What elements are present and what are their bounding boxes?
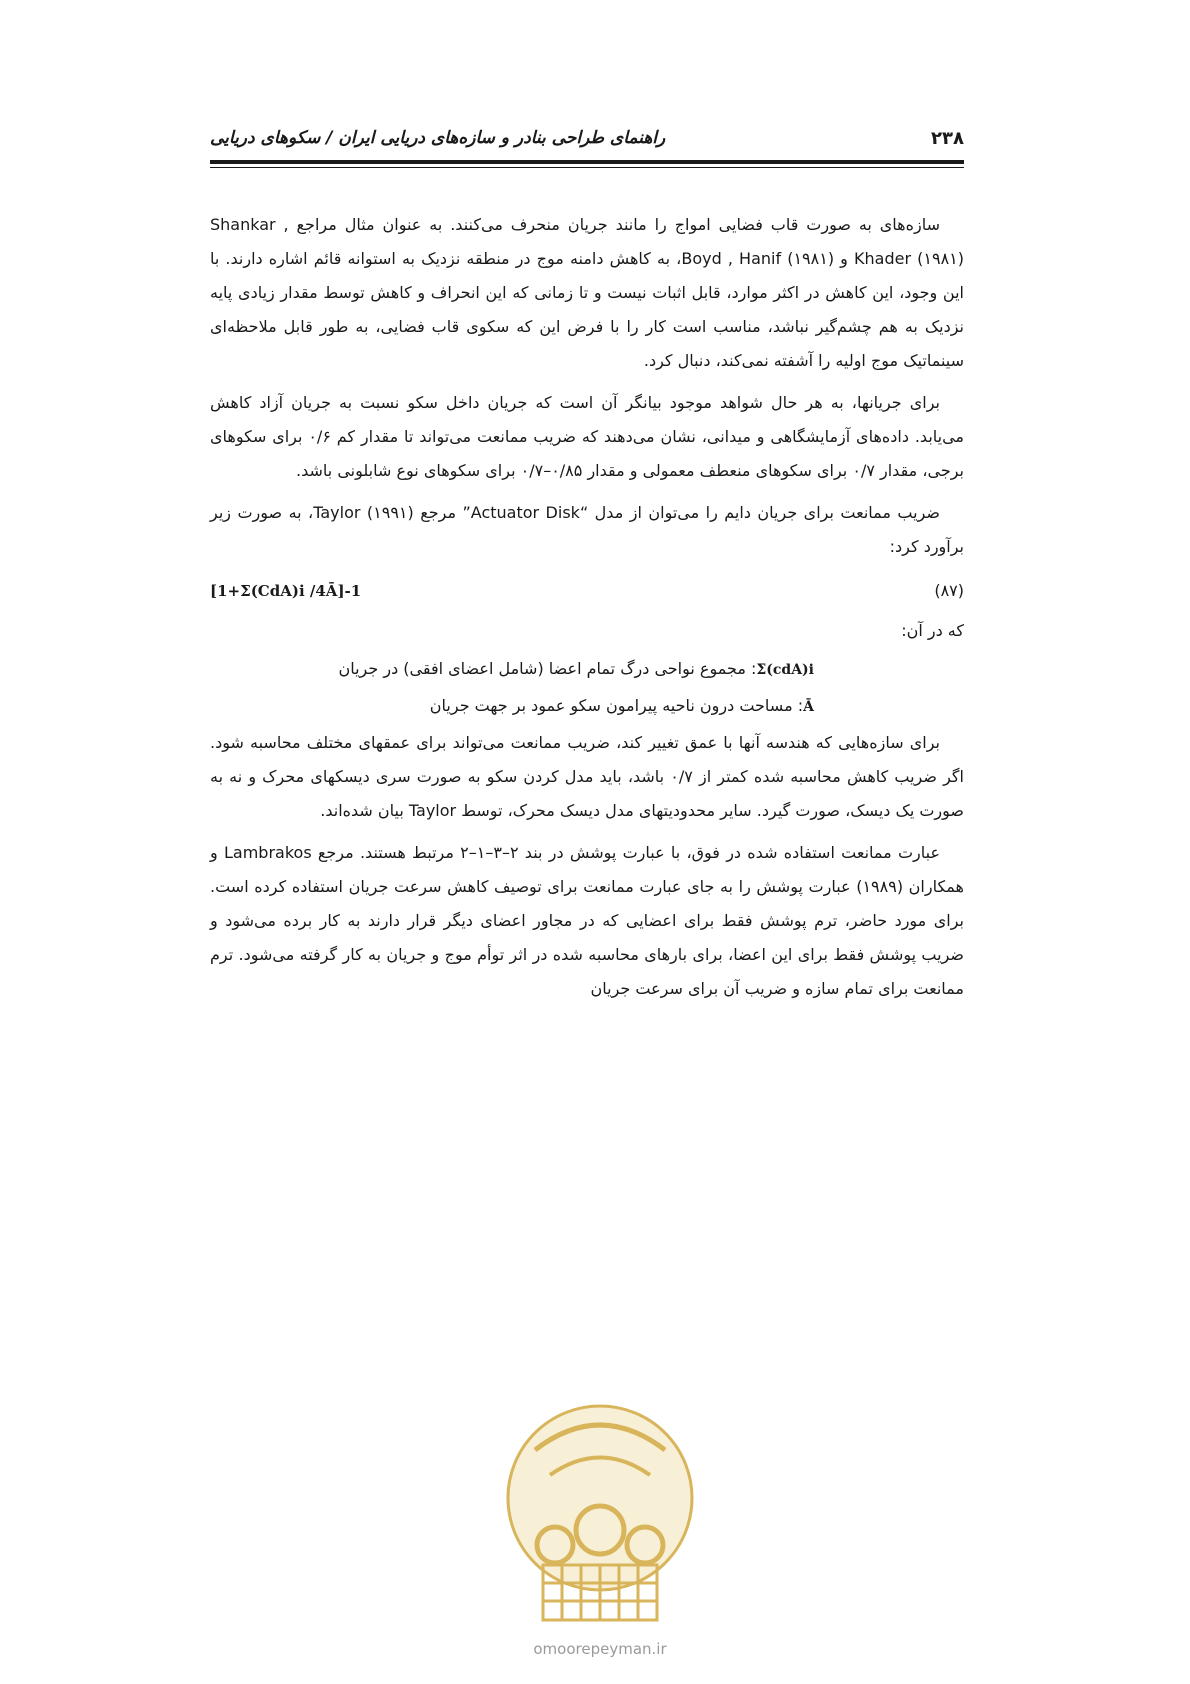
definition-1-text: : مجموع نواحی درگ تمام اعضا (شامل اعضای افقی) در جریان xyxy=(338,659,757,678)
equation-row xyxy=(210,572,964,608)
paragraph-2: برای جریانها، به هر حال شواهد موجود بیانگر آن است که جریان داخل سکو نسبت به جریان آزاد کاهش می‌یابد. داده‌های آزمایشگاهی و میدانی، نشان می‌دهند که ضریب ممانعت می‌تواند تا مقدار کم ۰/۶ برای سکوهای برجی، مقدار ۰/۷ برای سکوهای منعطف معمولی و مقدار ۰/۸۵–۰/۷ برای سکوهای نوع شابلونی باشد. xyxy=(210,393,965,480)
definition-1 xyxy=(210,652,964,687)
watermark-site: omoorepeyman.ir xyxy=(533,1640,667,1658)
equation-number: (۸۷) xyxy=(934,581,964,600)
running-title: راهنمای طراحی بنادر و سازه‌های دریایی ایران / سکوهای دریایی xyxy=(210,128,666,148)
where-label: که در آن: xyxy=(901,621,964,640)
definition-2-symbol: Ā xyxy=(803,699,814,715)
header-rule-thin xyxy=(210,167,964,168)
header-rule-thick xyxy=(210,160,964,164)
page-header xyxy=(210,128,964,156)
paragraph-4: برای سازه‌هایی که هندسه آنها با عمق تغییر کند، ضریب ممانعت می‌تواند برای عمقهای مختلف محاسبه شود. اگر ضریب کاهش محاسبه شده کمتر از ۰/۷ باشد، باید مدل کردن سکو به صورت سری دیسکهای محرک و نه به صورت یک دیسک، صورت گیرد. سایر محدودیتهای مدل دیسک محرک، توسط Taylor بیان شده‌اند. xyxy=(210,733,964,820)
page-number: ۲۳۸ xyxy=(931,128,964,149)
paragraph-5: عبارت ممانعت استفاده شده در فوق، با عبارت پوشش در بند ۲–۳–۱–۲ مرتبط هستند. مرجع Lambrakos و همکاران (۱۹۸۹) عبارت پوشش را به جای عبارت ممانعت برای توصیف کاهش سرعت جریان استفاده کرده است. برای مورد حاضر، ترم پوشش فقط برای اعضایی که در مجاور اعضای دیگر قرار دارند به کار برده می‌شود و ضریب پوشش فقط برای این اعضا، برای بارهای محاسبه شده در اثر توأم موج و جریان به کار گرفته می‌شود. ترم ممانعت برای تمام سازه و ضریب آن برای سرعت جریان xyxy=(210,843,964,998)
definition-1-symbol: Σ(cdA)i xyxy=(756,662,814,678)
paragraph-3: ضریب ممانعت برای جریان دایم را می‌توان از مدل “Actuator Disk” مرجع Taylor (۱۹۹۱)، به صورت زیر برآورد کرد: xyxy=(210,503,964,556)
watermark-logo xyxy=(495,1380,705,1640)
definition-2-text: : مساحت درون ناحیه پیرامون سکو عمود بر جهت جریان xyxy=(429,696,804,715)
definition-2 xyxy=(210,689,964,724)
paragraph-1: سازه‌های به صورت قاب فضایی امواج را مانند جریان منحرف می‌کنند. به عنوان مثال مراجع Shankar , Khader (۱۹۸۱) و Boyd , Hanif (۱۹۸۱)، به کاهش دامنه موج در منطقه نزدیک به استوانه قائم اشاره دارند. با این وجود، این کاهش در اکثر موارد، قابل اثبات نیست و تا زمانی که این انحراف و کاهش توسط مقدار زیادی پایه نزدیک به هم چشم‌گیر نباشد، مناسب است کار را با فرض این که سکوی قاب فضایی، به طور قابل ملاحظه‌ای سینماتیک موج اولیه را آشفته نمی‌کند، دنبال کرد. xyxy=(210,215,964,370)
body-text xyxy=(210,208,964,1014)
equation: [1+Σ(CdA)i /4Ā]-1 xyxy=(210,582,362,600)
